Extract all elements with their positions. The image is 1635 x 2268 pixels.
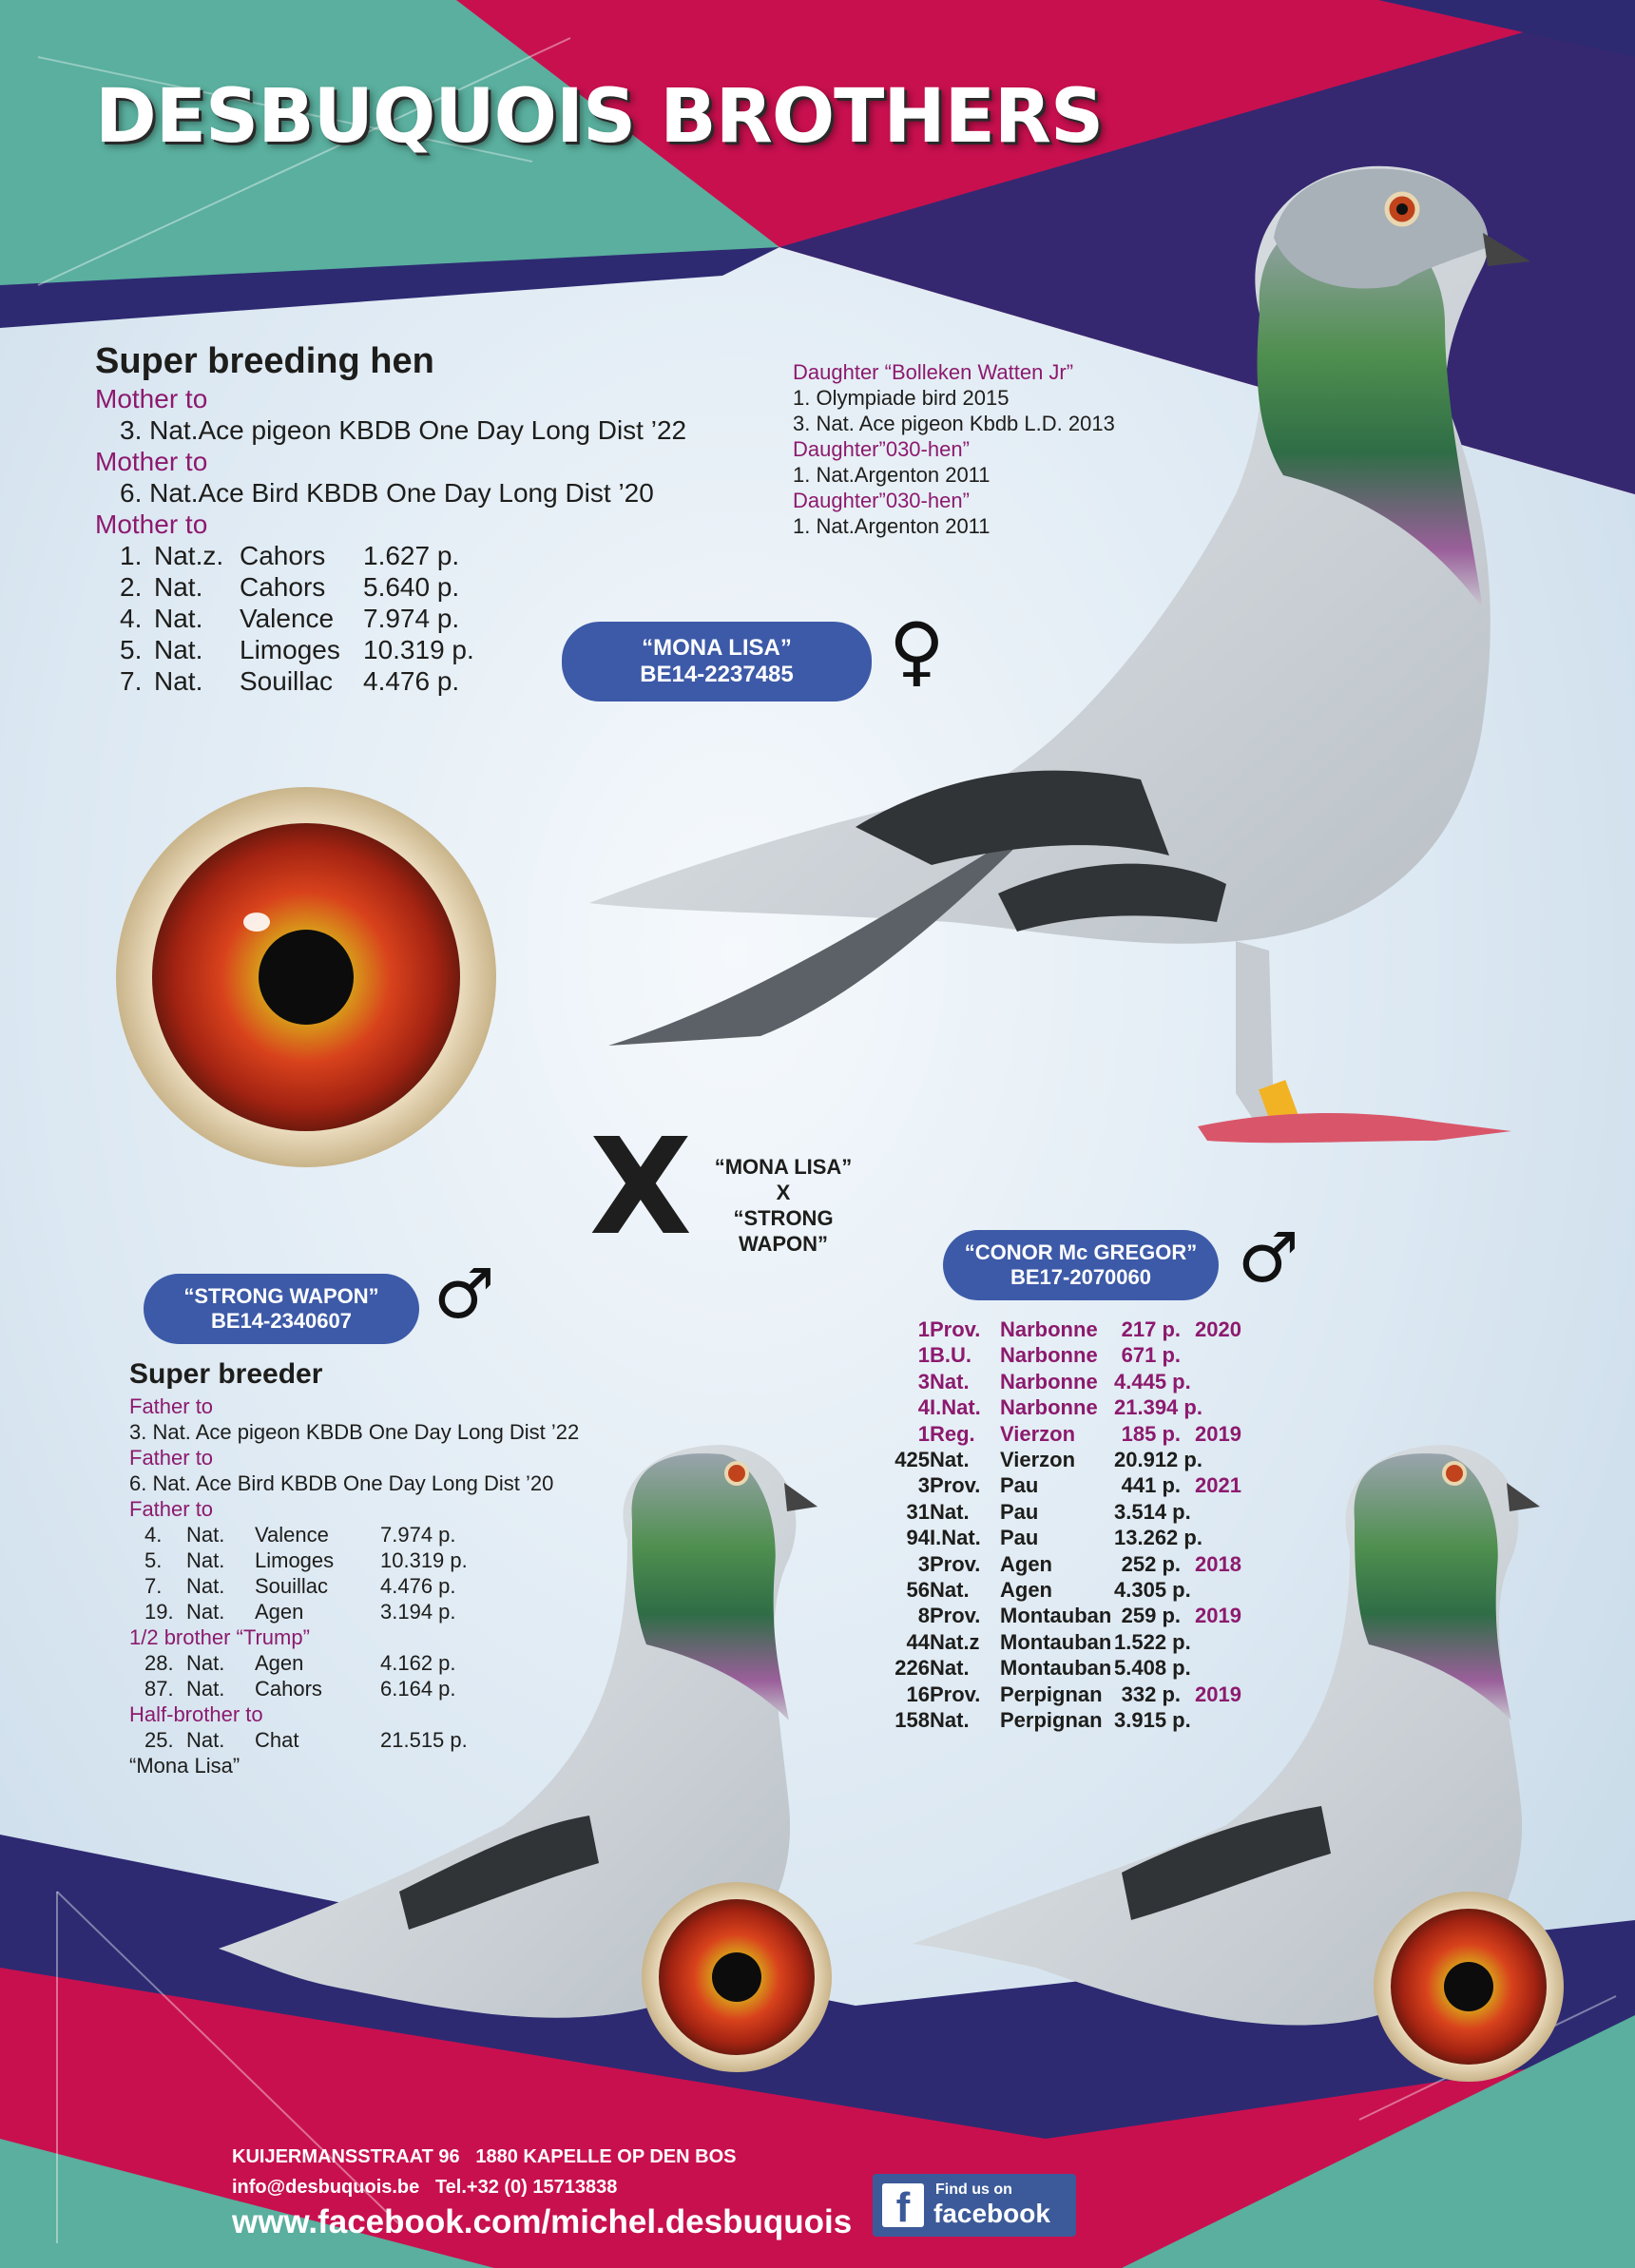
result-row	[871, 1707, 1241, 1733]
result-row	[871, 1577, 1241, 1603]
result-place: Cahors	[240, 541, 326, 570]
result-level: I.Nat.	[930, 1526, 981, 1550]
result-row	[120, 571, 686, 603]
result-place: Montauban	[1000, 1656, 1112, 1681]
result-year: 2018	[1195, 1551, 1241, 1576]
result-pos: 16	[906, 1682, 930, 1706]
result-place: Narbonne	[1000, 1343, 1098, 1368]
facebook-brand-text: facebook	[933, 2199, 1050, 2228]
result-level: Nat.	[930, 1578, 970, 1603]
result-count: 21.394 p.	[1114, 1395, 1202, 1420]
result-level: B.U.	[930, 1343, 971, 1368]
cross-line: “MONA LISA”	[714, 1155, 853, 1179]
facebook-icon: f	[882, 2183, 924, 2227]
daughter-line: 1. Olympiade bird 2015	[793, 386, 1010, 410]
daughter-label: Daughter”030-hen”	[793, 437, 970, 461]
footer-address: KUIJERMANSSTRAAT 96 1880 KAPELLE OP DEN BOS	[232, 2146, 737, 2167]
result-place: Chat	[255, 1728, 299, 1752]
result-year	[1181, 1342, 1241, 1368]
result-level: Nat.	[930, 1448, 970, 1472]
result-place: Limoges	[255, 1548, 335, 1572]
result-count: 332 p.	[1121, 1682, 1181, 1706]
result-row	[871, 1551, 1241, 1577]
result-place: Vierzon	[1000, 1448, 1076, 1472]
badge-name: “CONOR Mc GREGOR”	[964, 1240, 1198, 1264]
conor-results-table	[871, 1317, 1241, 1734]
result-row	[871, 1525, 1241, 1550]
result-place: Narbonne	[1000, 1395, 1098, 1420]
result-year: 2020	[1195, 1317, 1241, 1341]
result-count: 1.627 p.	[363, 541, 460, 570]
result-pos: 7.	[120, 666, 143, 696]
result-row	[871, 1317, 1241, 1342]
result-pos: 3	[917, 1551, 930, 1576]
father-to-label: Father to	[129, 1497, 214, 1521]
strong-wapon-badge	[144, 1274, 419, 1344]
half-brother-trump-label: 1/2 brother “Trump”	[129, 1625, 310, 1649]
cross-text	[688, 1154, 878, 1257]
result-pos: 1.	[120, 541, 143, 570]
result-pos: 158	[894, 1708, 930, 1733]
result-row	[871, 1682, 1241, 1707]
result-count: 13.262 p.	[1114, 1526, 1202, 1550]
footer-web-link[interactable]: www.facebook.com/michel.desbuquois	[232, 2203, 853, 2240]
result-row	[144, 1599, 579, 1624]
result-pos: 5.	[144, 1548, 163, 1572]
result-place: Souillac	[255, 1574, 329, 1598]
hen-daughters	[793, 359, 1115, 539]
result-place: Pau	[1000, 1473, 1039, 1498]
result-pos: 4.	[120, 604, 143, 633]
mother-to-label: Mother to	[95, 384, 208, 413]
result-row	[144, 1676, 579, 1701]
result-level: Nat.	[154, 604, 203, 633]
result-pos: 3	[917, 1473, 930, 1498]
result-count: 217 p.	[1121, 1317, 1181, 1341]
result-level: Nat.	[186, 1548, 225, 1572]
result-level: Nat.	[186, 1523, 225, 1547]
result-pos: 226	[894, 1656, 930, 1681]
result-level: Nat.	[186, 1677, 225, 1701]
father-to-label: Father to	[129, 1394, 214, 1418]
page-title: DESBUQUOIS BROTHERS	[95, 74, 1104, 160]
result-row	[871, 1472, 1241, 1498]
mona-lisa-ref: “Mona Lisa”	[129, 1754, 240, 1778]
result-row	[871, 1655, 1241, 1681]
result-level: Nat.	[186, 1728, 225, 1752]
result-level: Nat.	[154, 572, 203, 602]
result-level: Nat.z	[930, 1629, 980, 1654]
result-pos: 7.	[144, 1574, 163, 1598]
badge-ring: BE17-2070060	[1010, 1265, 1151, 1289]
result-year	[1181, 1499, 1241, 1525]
result-pos: 2.	[120, 572, 143, 602]
result-place: Agen	[255, 1600, 304, 1624]
mother-to-label: Mother to	[95, 509, 208, 539]
cross-x-icon: X	[589, 1110, 692, 1265]
result-year: 2019	[1195, 1421, 1241, 1446]
female-symbol-icon: ♀	[889, 606, 945, 695]
daughter-label: Daughter “Bolleken Watten Jr”	[793, 360, 1074, 384]
result-year: 2019	[1195, 1604, 1241, 1628]
result-level: Nat.	[930, 1369, 970, 1393]
result-level: Nat.	[930, 1656, 970, 1681]
result-pos: 28.	[144, 1651, 174, 1675]
result-pos: 19.	[144, 1600, 174, 1624]
result-place: Perpignan	[1000, 1708, 1103, 1733]
result-place: Vierzon	[1000, 1421, 1076, 1446]
result-level: Nat.z.	[154, 541, 224, 570]
result-count: 7.974 p.	[363, 604, 460, 633]
result-year	[1181, 1447, 1241, 1472]
result-count: 5.408 p.	[1114, 1656, 1191, 1681]
half-brother-results-table	[129, 1727, 579, 1753]
result-count: 3.194 p.	[380, 1600, 456, 1624]
result-pos: 1	[917, 1421, 930, 1446]
result-count: 1.522 p.	[1114, 1629, 1191, 1654]
result-year	[1181, 1525, 1241, 1550]
result-row	[871, 1421, 1241, 1447]
result-pos: 56	[906, 1578, 930, 1603]
result-count: 4.445 p.	[1114, 1369, 1191, 1393]
wapon-line: 3. Nat. Ace pigeon KBDB One Day Long Dist ’22	[129, 1420, 580, 1444]
result-level: I.Nat.	[930, 1395, 981, 1420]
result-year	[1181, 1369, 1241, 1394]
result-year	[1181, 1394, 1241, 1420]
mona-lisa-badge	[562, 622, 872, 702]
result-count: 259 p.	[1121, 1604, 1181, 1628]
result-level: Prov.	[930, 1682, 981, 1706]
result-row	[144, 1727, 579, 1753]
result-row	[871, 1629, 1241, 1655]
result-level: Prov.	[930, 1604, 981, 1628]
result-count: 3.915 p.	[1114, 1708, 1191, 1733]
result-count: 671 p.	[1121, 1343, 1181, 1368]
result-place: Cahors	[255, 1677, 322, 1701]
result-place: Perpignan	[1000, 1682, 1103, 1706]
daughter-line: 3. Nat. Ace pigeon Kbdb L.D. 2013	[793, 412, 1115, 435]
result-place: Pau	[1000, 1499, 1039, 1524]
facebook-button[interactable]	[873, 2174, 1076, 2237]
result-row	[871, 1447, 1241, 1472]
result-level: Prov.	[930, 1473, 981, 1498]
badge-name: “MONA LISA”	[642, 635, 792, 661]
result-pos: 425	[894, 1448, 930, 1472]
result-place: Montauban	[1000, 1629, 1112, 1654]
wapon-info	[129, 1357, 579, 1778]
result-count: 3.514 p.	[1114, 1499, 1191, 1524]
result-count: 252 p.	[1121, 1551, 1181, 1576]
result-place: Agen	[255, 1651, 304, 1675]
result-place: Souillac	[240, 666, 334, 696]
mother-to-label: Mother to	[95, 447, 208, 476]
wapon-heading: Super breeder	[129, 1358, 323, 1390]
result-level: Nat.	[186, 1651, 225, 1675]
result-row	[871, 1499, 1241, 1525]
daughter-label: Daughter”030-hen”	[793, 489, 970, 512]
result-level: Nat.	[930, 1499, 970, 1524]
result-count: 10.319 p.	[363, 635, 474, 664]
result-count: 185 p.	[1121, 1421, 1181, 1446]
cross-line: “STRONG WAPON”	[733, 1206, 834, 1256]
father-to-label: Father to	[129, 1446, 214, 1470]
result-pos: 5.	[120, 635, 143, 664]
result-year	[1181, 1655, 1241, 1681]
badge-ring: BE14-2237485	[640, 662, 794, 687]
result-count: 21.515 p.	[380, 1728, 468, 1752]
result-level: Reg.	[930, 1421, 975, 1446]
facebook-find-text: Find us on	[935, 2182, 1012, 2198]
result-row	[144, 1650, 579, 1676]
result-count: 441 p.	[1121, 1473, 1181, 1498]
result-row	[120, 540, 686, 571]
result-year: 2021	[1195, 1473, 1241, 1498]
result-pos: 94	[906, 1526, 930, 1550]
result-count: 4.162 p.	[380, 1651, 456, 1675]
footer-contact: info@desbuquois.be Tel.+32 (0) 15713838	[232, 2177, 618, 2198]
trump-results-table	[129, 1650, 579, 1701]
conor-badge	[943, 1230, 1219, 1300]
result-row	[144, 1547, 579, 1573]
result-pos: 4.	[144, 1523, 163, 1547]
result-year: 2019	[1195, 1682, 1241, 1706]
result-level: Nat.	[930, 1708, 970, 1733]
result-pos: 1	[917, 1343, 930, 1368]
result-row	[871, 1603, 1241, 1628]
result-level: Prov.	[930, 1317, 981, 1341]
result-place: Narbonne	[1000, 1317, 1098, 1341]
result-level: Nat.	[154, 635, 203, 664]
result-count: 4.476 p.	[380, 1574, 456, 1598]
hen-line: 3. Nat.Ace pigeon KBDB One Day Long Dist ’22	[120, 415, 687, 445]
result-count: 10.319 p.	[380, 1548, 468, 1572]
male-symbol-icon: ♂	[433, 1254, 495, 1334]
result-pos: 3	[917, 1369, 930, 1393]
result-level: Nat.	[154, 666, 203, 696]
result-place: Montauban	[1000, 1604, 1112, 1628]
result-level: Prov.	[930, 1551, 981, 1576]
daughter-line: 1. Nat.Argenton 2011	[793, 463, 991, 487]
hen-heading: Super breeding hen	[95, 341, 434, 381]
result-row	[144, 1522, 579, 1547]
result-row	[871, 1369, 1241, 1394]
result-row	[871, 1342, 1241, 1368]
result-count: 5.640 p.	[363, 572, 460, 602]
result-year	[1181, 1577, 1241, 1603]
result-count: 20.912 p.	[1114, 1448, 1202, 1472]
result-row	[144, 1573, 579, 1599]
result-pos: 31	[906, 1499, 930, 1524]
half-brother-label: Half-brother to	[129, 1702, 263, 1726]
result-place: Valence	[240, 604, 335, 633]
result-place: Pau	[1000, 1526, 1039, 1550]
result-level: Nat.	[186, 1600, 225, 1624]
result-place: Cahors	[240, 572, 326, 602]
result-place: Agen	[1000, 1578, 1052, 1603]
result-pos: 25.	[144, 1728, 174, 1752]
result-count: 4.476 p.	[363, 666, 460, 696]
cross-line: X	[776, 1181, 791, 1204]
result-pos: 4	[917, 1395, 930, 1420]
male-symbol-icon: ♂	[1238, 1218, 1299, 1297]
result-year	[1181, 1707, 1241, 1733]
result-count: 4.305 p.	[1114, 1578, 1191, 1603]
result-place: Valence	[255, 1523, 329, 1547]
result-level: Nat.	[186, 1574, 225, 1598]
result-place: Agen	[1000, 1551, 1052, 1576]
result-count: 6.164 p.	[380, 1677, 456, 1701]
result-pos: 1	[917, 1317, 930, 1341]
result-pos: 44	[906, 1629, 930, 1654]
result-place: Limoges	[240, 635, 340, 664]
result-row	[871, 1394, 1241, 1420]
result-pos: 87.	[144, 1677, 174, 1701]
badge-ring: BE14-2340607	[210, 1309, 352, 1333]
result-year	[1181, 1629, 1241, 1655]
badge-name: “STRONG WAPON”	[183, 1284, 379, 1308]
hen-line: 6. Nat.Ace Bird KBDB One Day Long Dist ’20	[120, 478, 654, 508]
result-count: 7.974 p.	[380, 1523, 456, 1547]
wapon-results-table	[129, 1522, 579, 1624]
result-pos: 8	[917, 1604, 930, 1628]
result-place: Narbonne	[1000, 1369, 1098, 1393]
wapon-line: 6. Nat. Ace Bird KBDB One Day Long Dist ’20	[129, 1471, 554, 1495]
daughter-line: 1. Nat.Argenton 2011	[793, 514, 991, 538]
